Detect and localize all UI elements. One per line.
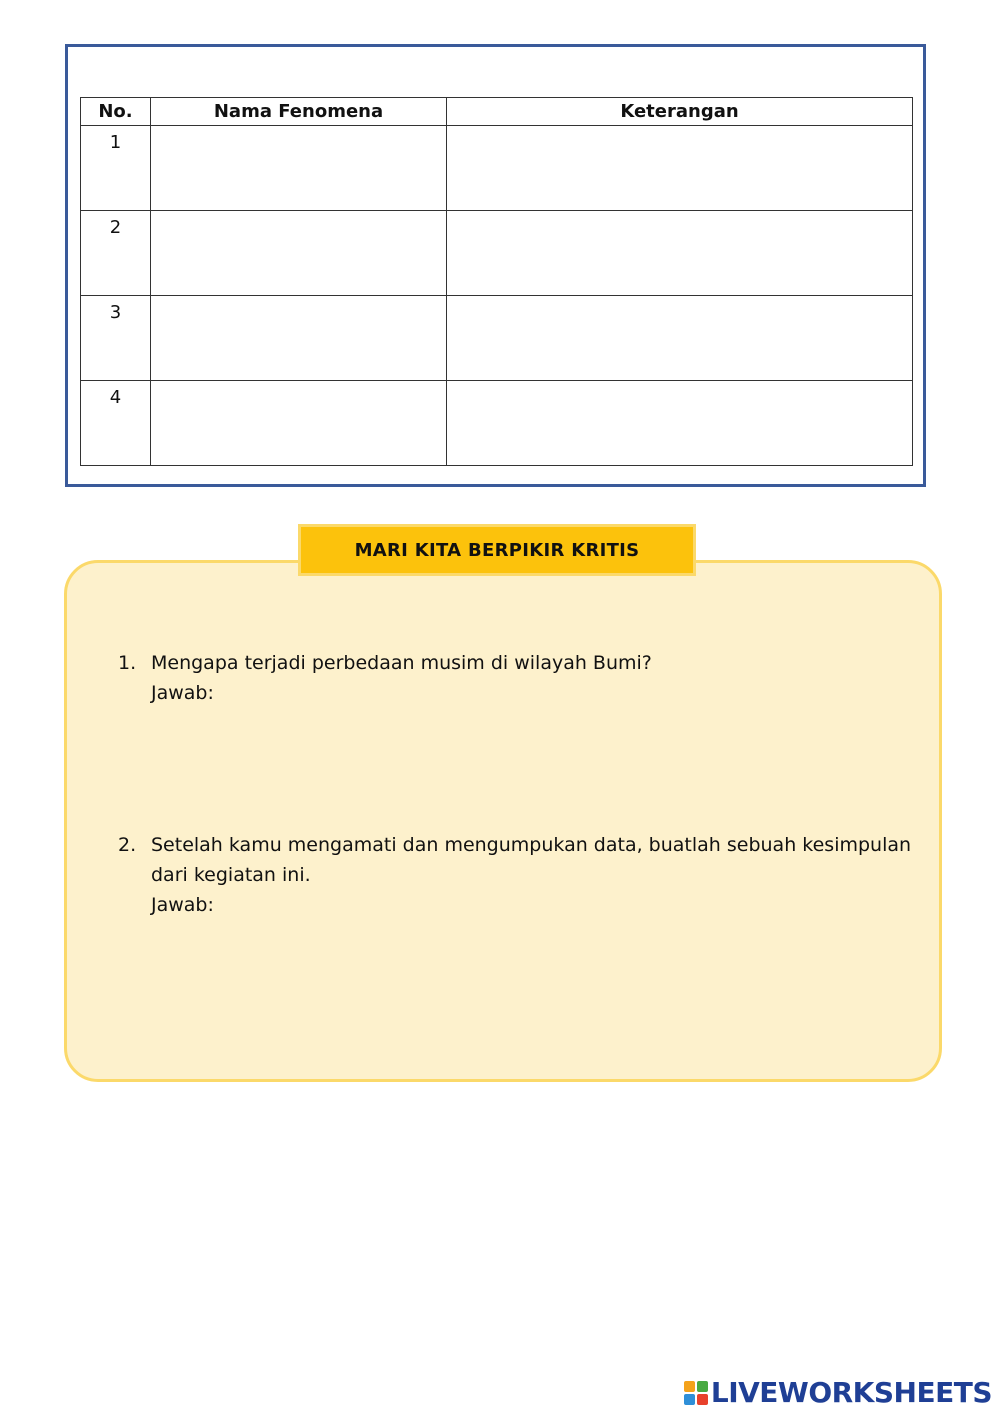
critical-thinking-title: MARI KITA BERPIKIR KRITIS xyxy=(298,524,696,576)
header-no: No. xyxy=(81,98,151,126)
logo-square xyxy=(684,1381,695,1392)
phenomenon-name-cell[interactable] xyxy=(151,126,447,211)
question-text: Setelah kamu mengamati dan mengumpukan data, buatlah sebuah kesimpulan dari kegiatan ini. xyxy=(151,834,912,886)
phenomenon-name-cell[interactable] xyxy=(151,296,447,381)
liveworksheets-logo xyxy=(684,1376,992,1409)
header-phenomenon-name: Nama Fenomena xyxy=(151,98,447,126)
table-row xyxy=(81,296,913,381)
row-number: 3 xyxy=(81,296,151,381)
table-header-row xyxy=(81,98,913,126)
question-text: Mengapa terjadi perbedaan musim di wilayah Bumi? xyxy=(151,652,652,674)
row-number: 2 xyxy=(81,211,151,296)
phenomenon-name-cell[interactable] xyxy=(151,211,447,296)
logo-square xyxy=(684,1394,695,1405)
answer-label: Jawab: xyxy=(151,894,214,916)
answer-label: Jawab: xyxy=(151,682,214,704)
critical-thinking-box xyxy=(64,560,942,1082)
description-cell[interactable] xyxy=(447,211,913,296)
question-2 xyxy=(118,830,918,920)
logo-text: LIVEWORKSHEETS xyxy=(710,1376,992,1409)
observation-table xyxy=(80,97,913,466)
table-row xyxy=(81,381,913,466)
question-1 xyxy=(118,648,918,708)
question-number: 2. xyxy=(118,834,137,856)
logo-square xyxy=(697,1381,708,1392)
logo-icon xyxy=(684,1381,708,1405)
table-row xyxy=(81,126,913,211)
table-row xyxy=(81,211,913,296)
phenomenon-name-cell[interactable] xyxy=(151,381,447,466)
row-number: 1 xyxy=(81,126,151,211)
description-cell[interactable] xyxy=(447,296,913,381)
row-number: 4 xyxy=(81,381,151,466)
logo-square xyxy=(697,1394,708,1405)
question-number: 1. xyxy=(118,652,137,674)
description-cell[interactable] xyxy=(447,126,913,211)
description-cell[interactable] xyxy=(447,381,913,466)
header-description: Keterangan xyxy=(447,98,913,126)
